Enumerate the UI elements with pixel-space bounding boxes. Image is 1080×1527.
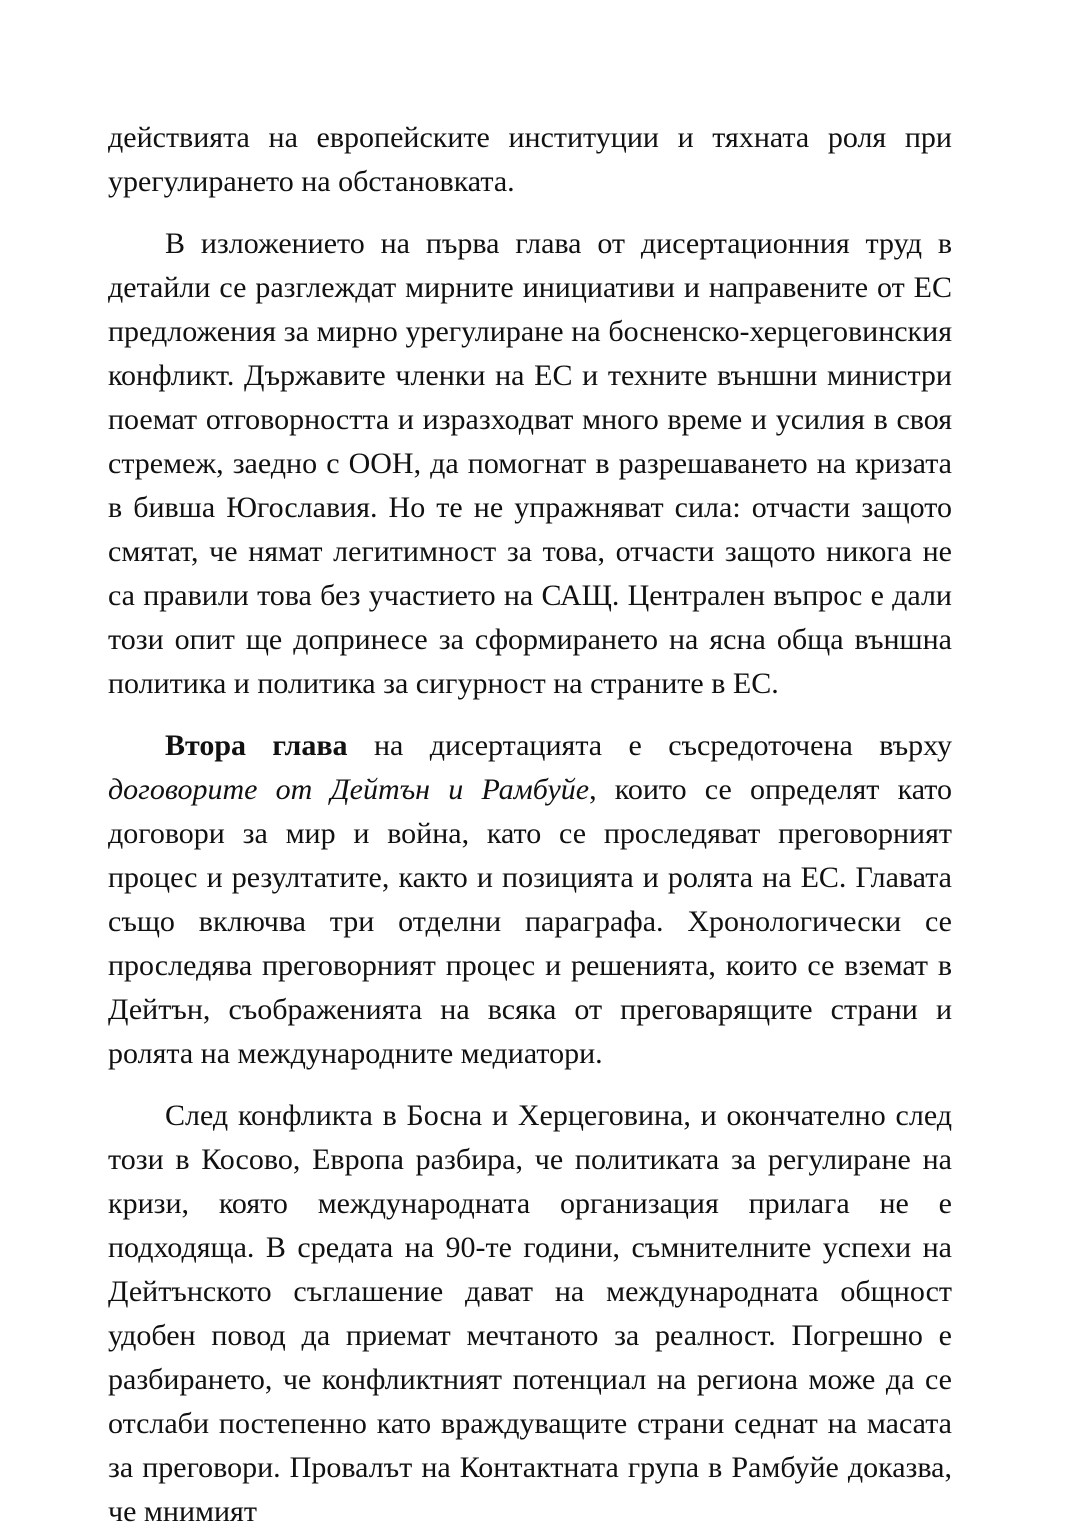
paragraph-first-chapter: [108, 222, 952, 706]
paragraph-text: действията на европейските институции и тяхната роля при урегулирането на обстановката.: [108, 121, 952, 198]
paragraph-text: В изложението на първа глава от дисертационния труд в детайли се разглеждат мирните инициативи и направените от ЕС предложения за мирно урегулиране на босненско-херцеговинския конфликт. Държавите членки на ЕС и техните външни министри поемат отговорността и изразходват много време и усилия в своя стремеж, заедно с ООН, да помогнат в разрешаването на кризата в бивша Югославия. Но те не упражняват сила: отчасти защото смятат, че нямат легитимност за това, отчасти защото никога не са правили това без участието на САЩ. Централен въпрос е дали този опит ще допринесе за сформирането на ясна обща външна политика и политика за сигурност на страните в ЕС.: [108, 227, 952, 700]
paragraph-text: , които се определят като договори за мир и война, като се проследяват преговорният процес и резултатите, както и позицията и ролята на ЕС. Главата също включва три отделни параграфа. Хронологически се проследява преговорният процес и решенията, които се вземат в Дейтън, съображенията на всяка от преговарящите страни и ролята на международните медиатори.: [108, 773, 952, 1070]
paragraph-kosovo-conflict: [108, 1094, 952, 1527]
page-text-block: [108, 116, 952, 1527]
treaty-names-emphasis: договорите от Дейтън и Рамбуйе: [108, 773, 590, 806]
paragraph-second-chapter: [108, 724, 952, 1076]
paragraph-text: на дисертацията е съсредоточена върху: [347, 729, 953, 762]
chapter-heading-inline: Втора глава: [165, 729, 348, 762]
paragraph-continuation: [108, 116, 952, 204]
paragraph-text: След конфликта в Босна и Херцеговина, и окончателно след този в Косово, Европа разбира, че политиката за регулиране на кризи, която международната организация прилага не е подходяща. В средата на 90-те години, съмнителните успехи на Дейтънското съглашение дават на международната общност удобен повод да приемат мечтаното за реалност. Погрешно е разбирането, че конфликтният потенциал на региона може да се отслаби постепенно като враждуващите страни седнат на масата за преговори. Провалът на Контактната група в Рамбуйе доказва, че мнимият: [108, 1099, 952, 1527]
